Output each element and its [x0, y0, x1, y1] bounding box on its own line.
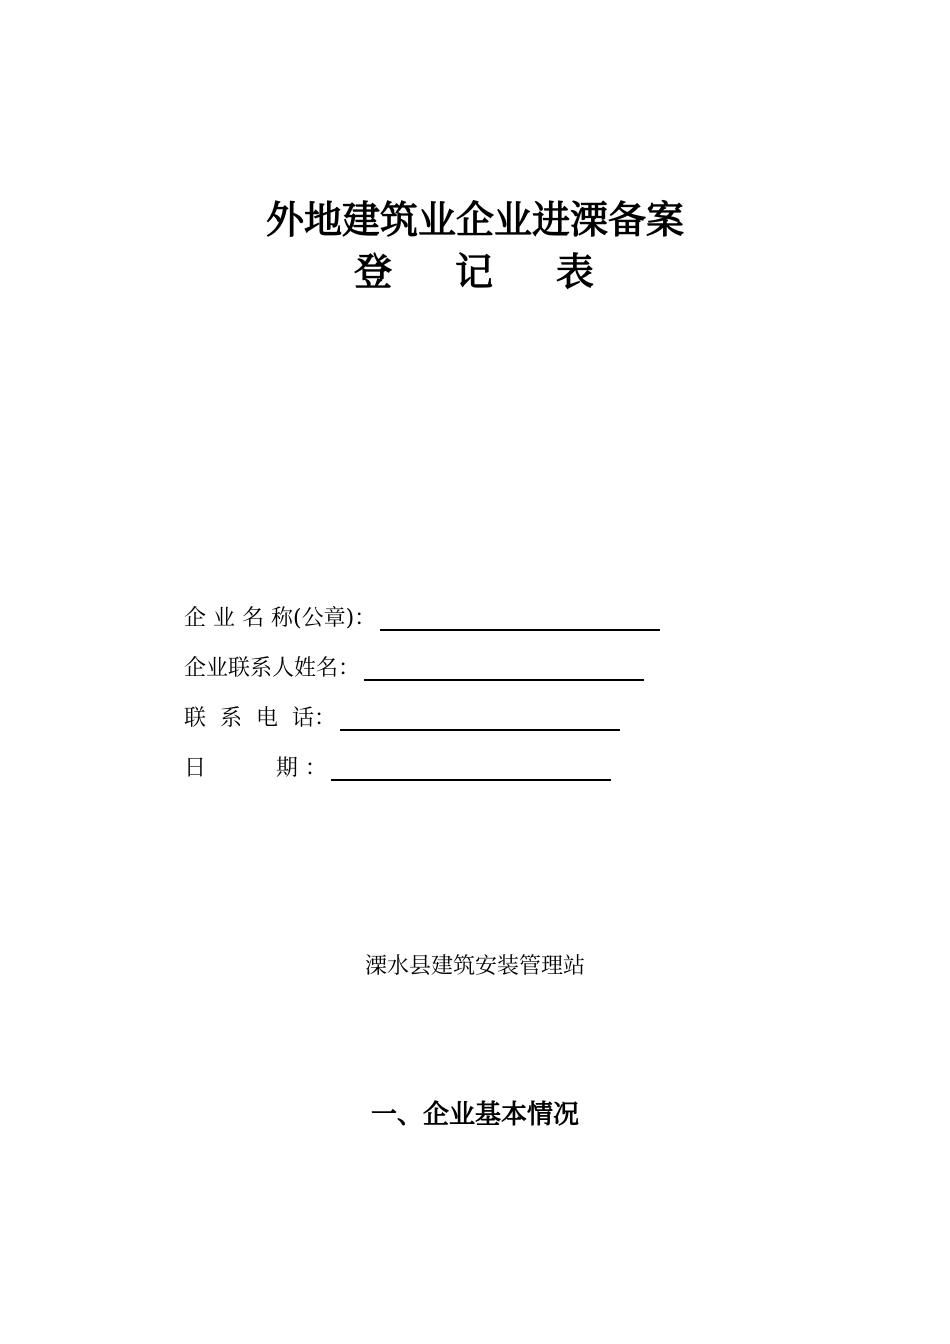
section-heading: 一、企业基本情况: [370, 1100, 579, 1130]
company-name-field: [184, 603, 660, 633]
issuing-organization: 溧水县建筑安装管理站: [364, 954, 585, 979]
contact-phone-blank[interactable]: [340, 729, 620, 731]
contact-person-blank[interactable]: [364, 679, 644, 681]
document-subtitle: 登 记 表: [354, 250, 596, 294]
contact-phone-label: 联 系 电 话：: [184, 706, 336, 731]
date-field: [184, 753, 611, 783]
contact-person-field: [184, 653, 644, 683]
company-name-label: 企 业 名 称(公章)：: [184, 606, 377, 631]
contact-person-label: 企业联系人姓名：: [184, 656, 361, 681]
company-name-blank[interactable]: [380, 629, 660, 631]
date-blank[interactable]: [331, 779, 611, 781]
document-title: 外地建筑业企业进溧备案: [265, 198, 684, 242]
contact-phone-field: [184, 703, 620, 733]
date-label: 日 期 ：: [184, 756, 327, 781]
